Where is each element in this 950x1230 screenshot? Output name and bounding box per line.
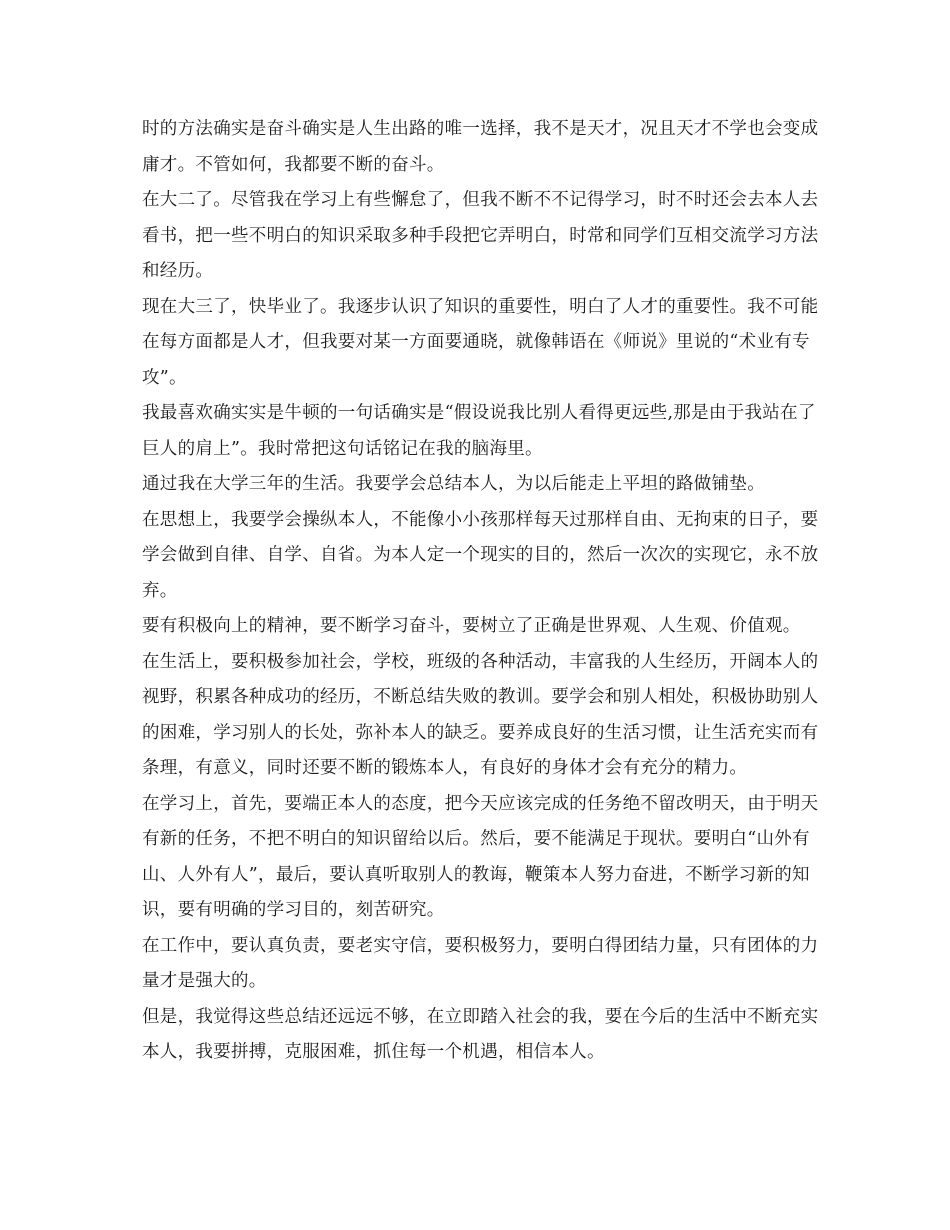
paragraph-7: 要有积极向上的精神，要不断学习奋斗，要树立了正确是世界观、人生观、价值观。 [142,616,801,636]
document-body [142,112,832,1071]
paragraph-2: 在大二了。尽管我在学习上有些懈怠了，但我不断不不记得学习，时不时还会去本人去看书，把一些不明白的知识采取多种手段把它弄明白，时常和同学们互相交流学习方法和经历。 [142,190,819,281]
paragraph-6: 在思想上，我要学会操纵本人，不能像小小孩那样每天过那样自由、无拘束的日子，要学会做到自律、自学、自省。为本人定一个现实的目的，然后一次次的实现它，永不放弃。 [142,509,819,601]
paragraph-10: 在工作中，要认真负责，要老实守信，要积极努力，要明白得团结力量，只有团体的力量才是强大的。 [142,935,819,991]
paragraph-5: 通过我在大学三年的生活。我要学会总结本人，为以后能走上平坦的路做铺垫。 [142,474,765,494]
paragraph-9: 在学习上，首先，要端正本人的态度，把今天应该完成的任务绝不留改明天，由于明天有新的任务，不把不明白的知识留给以后。然后，要不能满足于现状。要明白“山外有山、人外有人”，最后，要认真听取别人的教诲，鞭策本人努力奋进，不断学习新的知识，要有明确的学习目的，刻苦研究。 [142,793,819,920]
paragraph-11: 但是，我觉得这些总结还远远不够，在立即踏入社会的我，要在今后的生活中不断充实本人，我要拼搏，克服困难，抓住每一个机遇，相信本人。 [142,1006,819,1062]
paragraph-4: 我最喜欢确实实是牛顿的一句话确实是“假设说我比别人看得更远些,那是由于我站在了巨人的肩上”。我时常把这句话铭记在我的脑海里。 [142,403,816,459]
paragraph-8: 在生活上，要积极参加社会，学校，班级的各种活动，丰富我的人生经历，开阔本人的视野，积累各种成功的经历，不断总结失败的教训。要学会和别人相处，积极协助别人的困难，学习别人的长处，弥补本人的缺乏。要养成良好的生活习惯，让生活充实而有条理，有意义，同时还要不断的锻炼本人，有良好的身体才会有充分的精力。 [142,651,819,778]
paragraph-1: 时的方法确实是奋斗确实是人生出路的唯一选择，我不是天才，况且天才不学也会变成庸才。不管如何，我都要不断的奋斗。 [142,119,819,175]
paragraph-3: 现在大三了，快毕业了。我逐步认识了知识的重要性，明白了人才的重要性。我不可能在每方面都是人才，但我要对某一方面要通晓，就像韩语在《师说》里说的“术业有专攻”。 [142,296,819,388]
